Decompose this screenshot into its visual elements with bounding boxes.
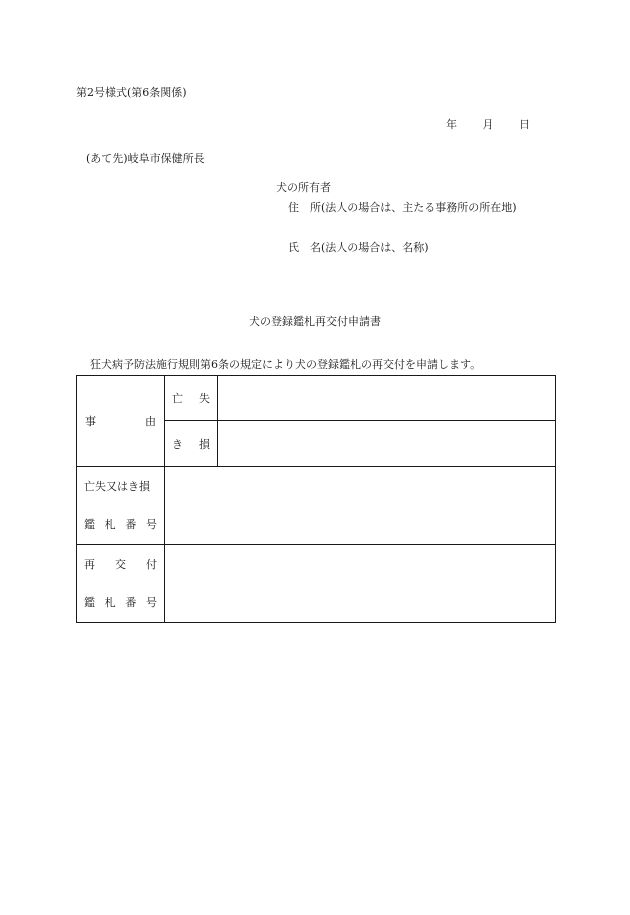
reissue-tag-number-label: 鑑 札 番 号 (84, 596, 157, 610)
form-number: 第2号様式(第6条関係) (76, 86, 187, 99)
year-label: 年 (446, 118, 457, 131)
damaged-entry-field[interactable] (218, 421, 556, 467)
reason-lost-row (77, 376, 556, 421)
damaged-label-cell (165, 421, 218, 467)
application-form-table (76, 375, 556, 623)
addressee: (あて先)岐阜市保健所長 (86, 152, 205, 165)
reissue-tag-number-row (77, 545, 556, 623)
reason-label-cell (77, 376, 165, 467)
application-statement: 狂犬病予防法施行規則第6条の規定により犬の登録鑑札の再交付を申請します。 (90, 358, 482, 371)
lost-label: 亡 失 (172, 392, 210, 405)
reissue-tag-number-field[interactable] (165, 545, 556, 623)
lost-tag-number-field[interactable] (165, 467, 556, 545)
day-label: 日 (519, 118, 530, 131)
lost-tag-number-label: 鑑 札 番 号 (84, 518, 157, 532)
lost-label-cell (165, 376, 218, 421)
lost-tag-number-row (77, 467, 556, 545)
owner-heading: 犬の所有者 (276, 181, 331, 194)
lost-entry-field[interactable] (218, 376, 556, 421)
date-line (446, 118, 530, 131)
damaged-label: き 損 (172, 437, 210, 451)
month-label: 月 (482, 118, 494, 131)
address-label: 住 所(法人の場合は、主たる事務所の所在地) (288, 201, 517, 214)
lost-tag-number-label-cell (77, 467, 165, 545)
document-title: 犬の登録鑑札再交付申請書 (249, 315, 381, 328)
reason-label: 事 由 (85, 415, 156, 428)
reissue-title: 再 交 付 (84, 557, 157, 571)
name-label: 氏 名(法人の場合は、名称) (288, 241, 429, 254)
reissue-tag-number-label-cell (77, 545, 165, 623)
lost-or-damaged-title: 亡失又はき損 (84, 479, 150, 493)
